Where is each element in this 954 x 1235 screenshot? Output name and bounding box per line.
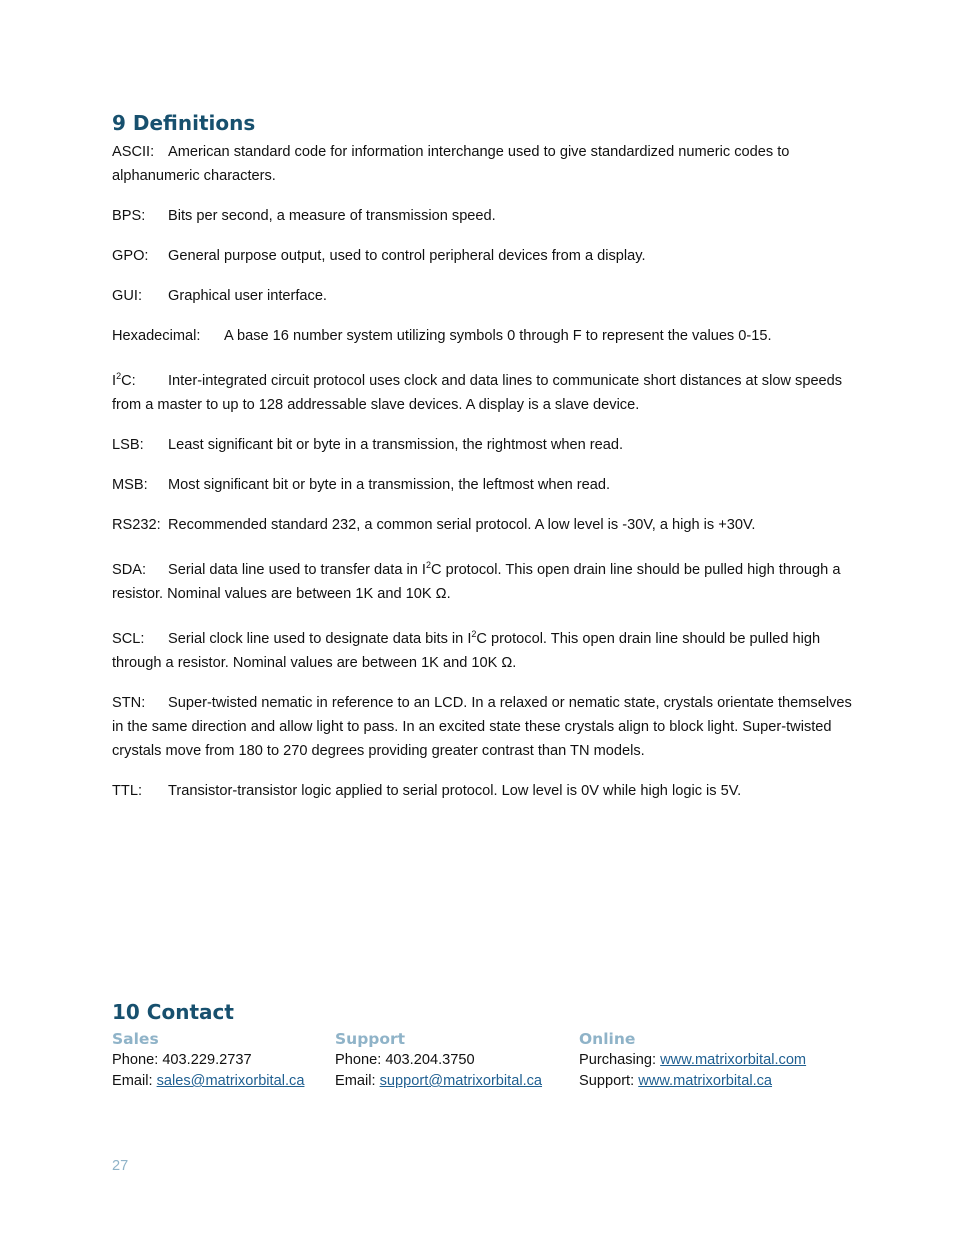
definition-ascii xyxy=(112,140,852,188)
definition-term: GUI: xyxy=(112,288,142,304)
contact-sales xyxy=(112,1028,304,1092)
sales-email-link[interactable]: sales@matrixorbital.ca xyxy=(156,1073,305,1089)
contact-section xyxy=(112,1028,852,1108)
definition-term: GPO: xyxy=(112,248,149,264)
definition-term: RS232: xyxy=(112,516,161,533)
support-heading: Support xyxy=(335,1030,406,1048)
contact-heading: 10 Contact xyxy=(112,1000,234,1024)
definition-term: $I^2C$: xyxy=(112,371,136,389)
definition-gui xyxy=(112,284,852,308)
definition-term: BPS: xyxy=(112,208,146,224)
definition-text: Transistor-transistor logic applied to serial protocol. Low level is 0V while high logic is 5V. xyxy=(168,782,742,799)
definition-text: A base 16 number system utilizing symbols 0 through F to represent the values 0-15. xyxy=(224,328,772,344)
definition-lsb xyxy=(112,433,852,457)
definition-i2c xyxy=(112,364,852,417)
definition-gpo xyxy=(112,244,852,268)
sales-email: Email: sales@matrixorbital.ca xyxy=(112,1073,305,1089)
definition-scl xyxy=(112,622,852,675)
definition-term: ASCII: xyxy=(112,144,155,160)
definition-stn xyxy=(112,691,852,763)
definition-term: SCL: xyxy=(112,630,145,647)
definition-sda xyxy=(112,553,852,606)
definition-text: American standard code for information interchange used to give standardized numeric codes to alphanumeric characters. xyxy=(112,144,790,184)
sales-phone: Phone: 403.229.2737 xyxy=(112,1052,252,1068)
definition-term: STN: xyxy=(112,694,146,711)
definition-text: Serial clock line used to designate data bits in $I^2C$ protocol. This open drain line should be pulled high through a resistor. Nominal values are between 1K and 10K Ω. xyxy=(112,628,821,671)
sales-heading: Sales xyxy=(112,1030,159,1048)
page-number: 27 xyxy=(112,1158,129,1174)
support-phone: Phone: 403.204.3750 xyxy=(335,1052,475,1068)
online-heading: Online xyxy=(579,1030,636,1048)
definition-text: General purpose output, used to control peripheral devices from a display. xyxy=(168,248,646,264)
definition-term: Hexadecimal: xyxy=(112,328,201,344)
definitions-list xyxy=(112,140,852,819)
definition-hexadecimal xyxy=(112,324,852,348)
online-support: Support: www.matrixorbital.ca xyxy=(579,1073,773,1089)
purchasing-link[interactable]: www.matrixorbital.com xyxy=(660,1052,807,1068)
definition-term: LSB: xyxy=(112,436,144,453)
support-email: Email: support@matrixorbital.ca xyxy=(335,1073,543,1089)
definition-term: SDA: xyxy=(112,561,147,578)
definition-ttl xyxy=(112,779,852,803)
contact-support xyxy=(335,1028,542,1092)
definition-text: Bits per second, a measure of transmission speed. xyxy=(168,208,496,224)
definition-bps xyxy=(112,204,852,228)
definition-text: Super-twisted nematic in reference to an LCD. In a relaxed or nematic state, crystals orientate themselves in the same direction and allow light to pass. In an excited state these crystals align to block light. Super-twisted crystals move from 180 to 270 degrees providing greater contrast than TN models. xyxy=(112,694,852,759)
definition-rs232 xyxy=(112,513,852,537)
definition-msb xyxy=(112,473,852,497)
contact-online xyxy=(579,1028,806,1092)
definition-text: Most significant bit or byte in a transmission, the leftmost when read. xyxy=(168,476,611,493)
definitions-heading: 9 Definitions xyxy=(112,111,256,135)
definition-text: Recommended standard 232, a common serial protocol. A low level is -30V, a high is +30V. xyxy=(168,516,756,533)
definition-text: Serial data line used to transfer data in $I^2C$ protocol. This open drain line should be pulled high through a resistor. Nominal values are between 1K and 10K Ω. xyxy=(112,559,841,602)
definition-text: Graphical user interface. xyxy=(168,288,327,304)
online-purchasing: Purchasing: www.matrixorbital.com xyxy=(579,1052,807,1068)
support-email-link[interactable]: support@matrixorbital.ca xyxy=(379,1073,543,1089)
definition-term: MSB: xyxy=(112,476,148,493)
definition-term: TTL: xyxy=(112,782,142,799)
definition-text: Inter-integrated circuit protocol uses clock and data lines to communicate short distances at slow speeds from a master to up to 128 addressable slave devices. A display is a slave device. xyxy=(112,372,843,413)
definition-text: Least significant bit or byte in a transmission, the rightmost when read. xyxy=(168,436,624,453)
support-website-link[interactable]: www.matrixorbital.ca xyxy=(638,1073,773,1089)
